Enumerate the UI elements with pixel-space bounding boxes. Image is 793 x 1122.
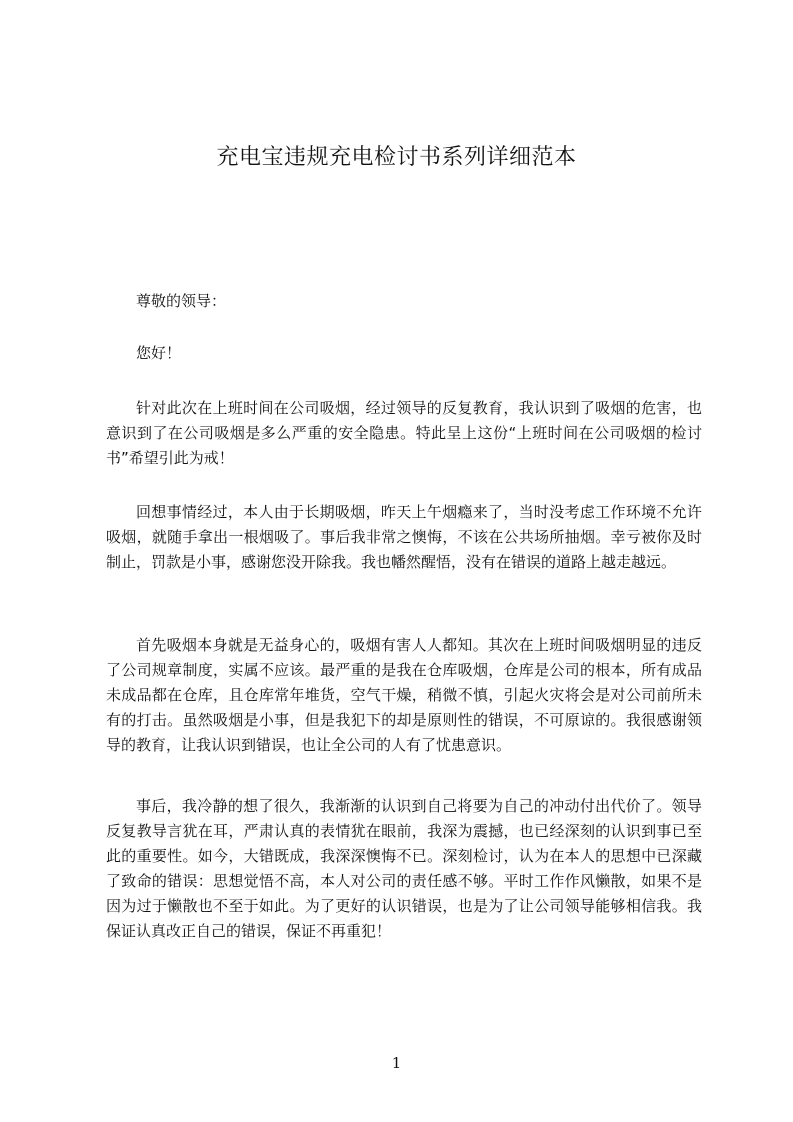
document-title: 充电宝违规充电检讨书系列详细范本	[216, 145, 577, 170]
paragraph-2: 回想事情经过，本人由于长期吸烟，昨天上午烟瘾来了，当时没考虑工作环境不允许吸烟，就随手拿出一根烟吸了。事后我非常之懊悔，不该在公共场所抽烟。幸亏被你及时制止，罚款是小事，感谢您没开除我。我也幡然醒悟，没有在错误的道路上越走越远。	[106, 503, 702, 571]
page-number: 1	[391, 1054, 402, 1072]
greeting: 您好！	[136, 344, 182, 362]
paragraph-4: 事后，我冷静的想了很久，我渐渐的认识到自己将要为自己的冲动付出代价了。领导反复教导言犹在耳，严肃认真的表情犹在眼前，我深为震撼，也已经深刻的认识到事已至此的重要性。如今，大错既成，我深深懊悔不已。深刻检讨，认为在本人的思想中已深藏了致命的错误：思想觉悟不高，本人对公司的责任感不够。平时工作作风懒散，如果不是因为过于懒散也不至于如此。为了更好的认识错误，也是为了让公司领导能够相信我。我保证认真改正自己的错误，保证不再重犯！	[106, 797, 702, 940]
salutation: 尊敬的领导：	[136, 292, 227, 310]
paragraph-1: 针对此次在上班时间在公司吸烟，经过领导的反复教育，我认识到了吸烟的危害，也意识到了在公司吸烟是多么严重的安全隐患。特此呈上这份“上班时间在公司吸烟的检讨书”希望引此为戒！	[106, 399, 702, 467]
paragraph-3: 首先吸烟本身就是无益身心的，吸烟有害人人都知。其次在上班时间吸烟明显的违反了公司规章制度，实属不应该。最严重的是我在仓库吸烟，仓库是公司的根本，所有成品未成品都在仓库，且仓库常年堆货，空气干燥，稍微不慎，引起火灾将会是对公司前所未有的打击。虽然吸烟是小事，但是我犯下的却是原则性的错误，不可原谅的。我很感谢领导的教育，让我认识到错误，也让全公司的人有了忧患意识。	[106, 636, 702, 754]
